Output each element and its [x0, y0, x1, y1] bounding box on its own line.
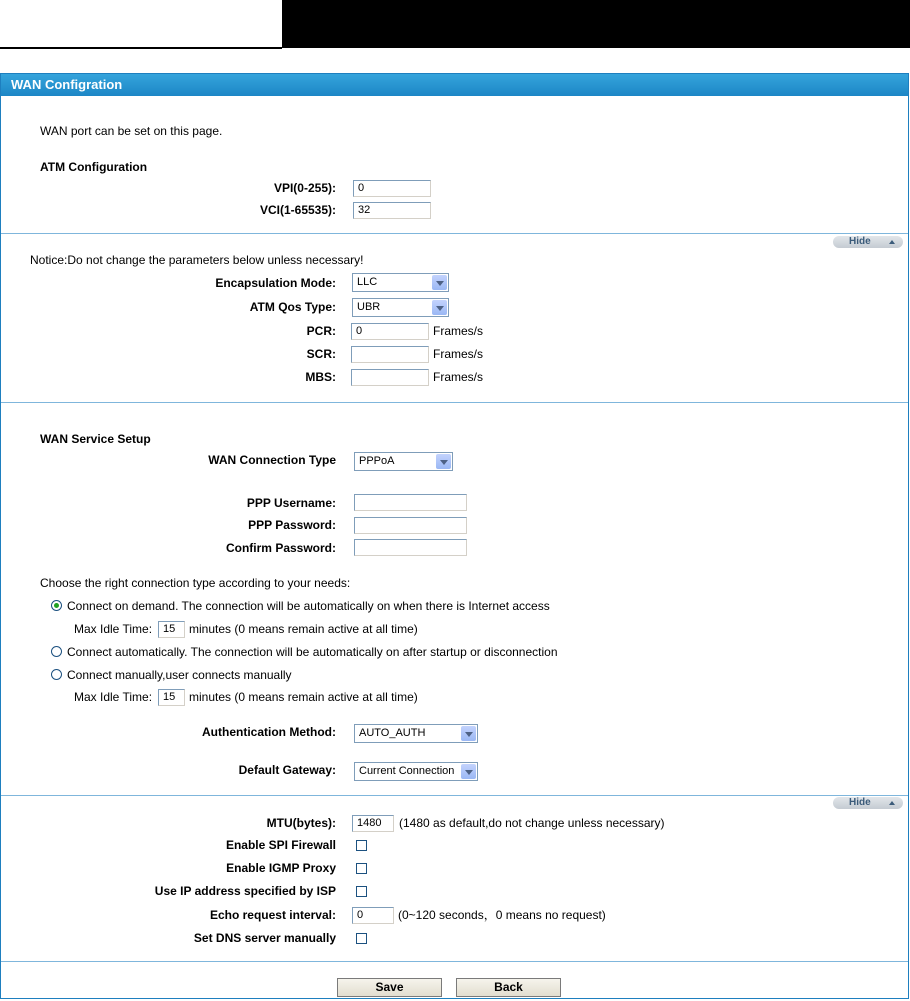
pcr-input[interactable]: 0: [351, 323, 429, 340]
echo-interval-label: Echo request interval:: [209, 908, 336, 922]
page-title: WAN Configration: [1, 74, 908, 96]
encapsulation-value: LLC: [357, 276, 378, 288]
confirm-password-label: Confirm Password:: [225, 541, 336, 555]
conn-type-label: WAN Connection Type: [208, 453, 336, 467]
mbs-label: MBS:: [305, 370, 336, 384]
radio-connect-automatically[interactable]: [51, 646, 62, 657]
radio-connect-manually[interactable]: [51, 669, 62, 680]
max-idle-input-on-demand[interactable]: 15: [158, 621, 185, 638]
qos-label: ATM Qos Type:: [249, 300, 336, 314]
confirm-password-input[interactable]: [354, 539, 467, 556]
auth-method-select[interactable]: [354, 724, 478, 743]
auth-method-label: Authentication Method:: [202, 725, 336, 739]
hide-toggle-extra[interactable]: [833, 797, 903, 809]
hide-toggle-atm[interactable]: [833, 236, 903, 248]
max-idle-hint: minutes (0 means remain active at all time): [189, 690, 418, 704]
scr-unit: Frames/s: [433, 347, 484, 361]
radio-connect-on-demand[interactable]: [51, 600, 62, 611]
hide-label: Hide: [849, 236, 871, 247]
chevron-down-icon: [436, 454, 451, 469]
notice-text: Notice:Do not change the parameters below unless necessary!: [30, 253, 364, 267]
chevron-down-icon: [432, 275, 447, 290]
section-divider: [1, 402, 908, 403]
save-button[interactable]: Save: [337, 978, 442, 997]
vpi-input[interactable]: 0: [353, 180, 431, 197]
vpi-label: VPI(0-255):: [273, 181, 336, 195]
igmp-proxy-checkbox[interactable]: [356, 863, 367, 874]
section-divider: [1, 795, 908, 796]
default-gateway-label: Default Gateway:: [238, 763, 336, 777]
connect-manually-label: Connect manually,user connects manually: [67, 668, 292, 682]
default-gateway-value: Current Connection: [359, 765, 455, 777]
encapsulation-select[interactable]: [352, 273, 449, 292]
isp-ip-label: Use IP address specified by ISP: [154, 884, 336, 898]
username-label: PPP Username:: [246, 496, 336, 510]
max-idle-input-manual[interactable]: 15: [158, 689, 185, 706]
echo-interval-hint: (0~120 seconds，0 means no request): [398, 908, 606, 922]
max-idle-hint: minutes (0 means remain active at all time): [189, 622, 418, 636]
scr-input[interactable]: [351, 346, 429, 363]
qos-select[interactable]: [352, 298, 449, 317]
conn-type-select[interactable]: [354, 452, 453, 471]
conn-type-value: PPPoA: [359, 455, 395, 467]
intro-text: WAN port can be set on this page.: [40, 124, 223, 138]
password-input[interactable]: [354, 517, 467, 534]
mtu-hint: (1480 as default,do not change unless necessary): [399, 816, 665, 830]
chevron-down-icon: [461, 764, 476, 779]
igmp-proxy-label: Enable IGMP Proxy: [226, 861, 336, 875]
qos-value: UBR: [357, 301, 381, 313]
auth-method-value: AUTO_AUTH: [359, 727, 426, 739]
password-label: PPP Password:: [248, 518, 336, 532]
back-button[interactable]: Back: [456, 978, 561, 997]
connect-on-demand-label: Connect on demand. The connection will be automatically on when there is Internet access: [67, 599, 550, 613]
collapse-up-icon: [889, 240, 895, 244]
default-gateway-select[interactable]: [354, 762, 478, 781]
dns-manual-checkbox[interactable]: [356, 933, 367, 944]
mtu-label: MTU(bytes):: [266, 816, 336, 830]
dns-manual-label: Set DNS server manually: [193, 931, 336, 945]
spi-firewall-checkbox[interactable]: [356, 840, 367, 851]
max-idle-label: Max Idle Time:: [74, 690, 153, 704]
pcr-label: PCR:: [306, 324, 336, 338]
mbs-input[interactable]: [351, 369, 429, 386]
service-heading: WAN Service Setup: [40, 432, 151, 446]
chevron-down-icon: [461, 726, 476, 741]
isp-ip-checkbox[interactable]: [356, 886, 367, 897]
section-divider: [1, 233, 908, 234]
chevron-down-icon: [432, 300, 447, 315]
hide-label: Hide: [849, 797, 871, 808]
max-idle-label: Max Idle Time:: [74, 622, 153, 636]
vci-input[interactable]: 32: [353, 202, 431, 219]
vci-label: VCI(1-65535):: [259, 203, 336, 217]
choose-text: Choose the right connection type according to your needs:: [40, 576, 351, 590]
header-rule: [0, 47, 282, 49]
mbs-unit: Frames/s: [433, 370, 484, 384]
spi-firewall-label: Enable SPI Firewall: [225, 838, 336, 852]
echo-interval-input[interactable]: 0: [352, 907, 394, 924]
collapse-up-icon: [889, 801, 895, 805]
scr-label: SCR:: [306, 347, 336, 361]
atm-heading: ATM Configuration: [40, 160, 148, 174]
username-input[interactable]: [354, 494, 467, 511]
header-black-bar: [282, 0, 910, 48]
pcr-unit: Frames/s: [433, 324, 484, 338]
section-divider: [1, 961, 908, 962]
connect-automatically-label: Connect automatically. The connection will be automatically on after startup or disconnection: [67, 645, 558, 659]
mtu-input[interactable]: 1480: [352, 815, 394, 832]
encapsulation-label: Encapsulation Mode:: [215, 276, 336, 290]
